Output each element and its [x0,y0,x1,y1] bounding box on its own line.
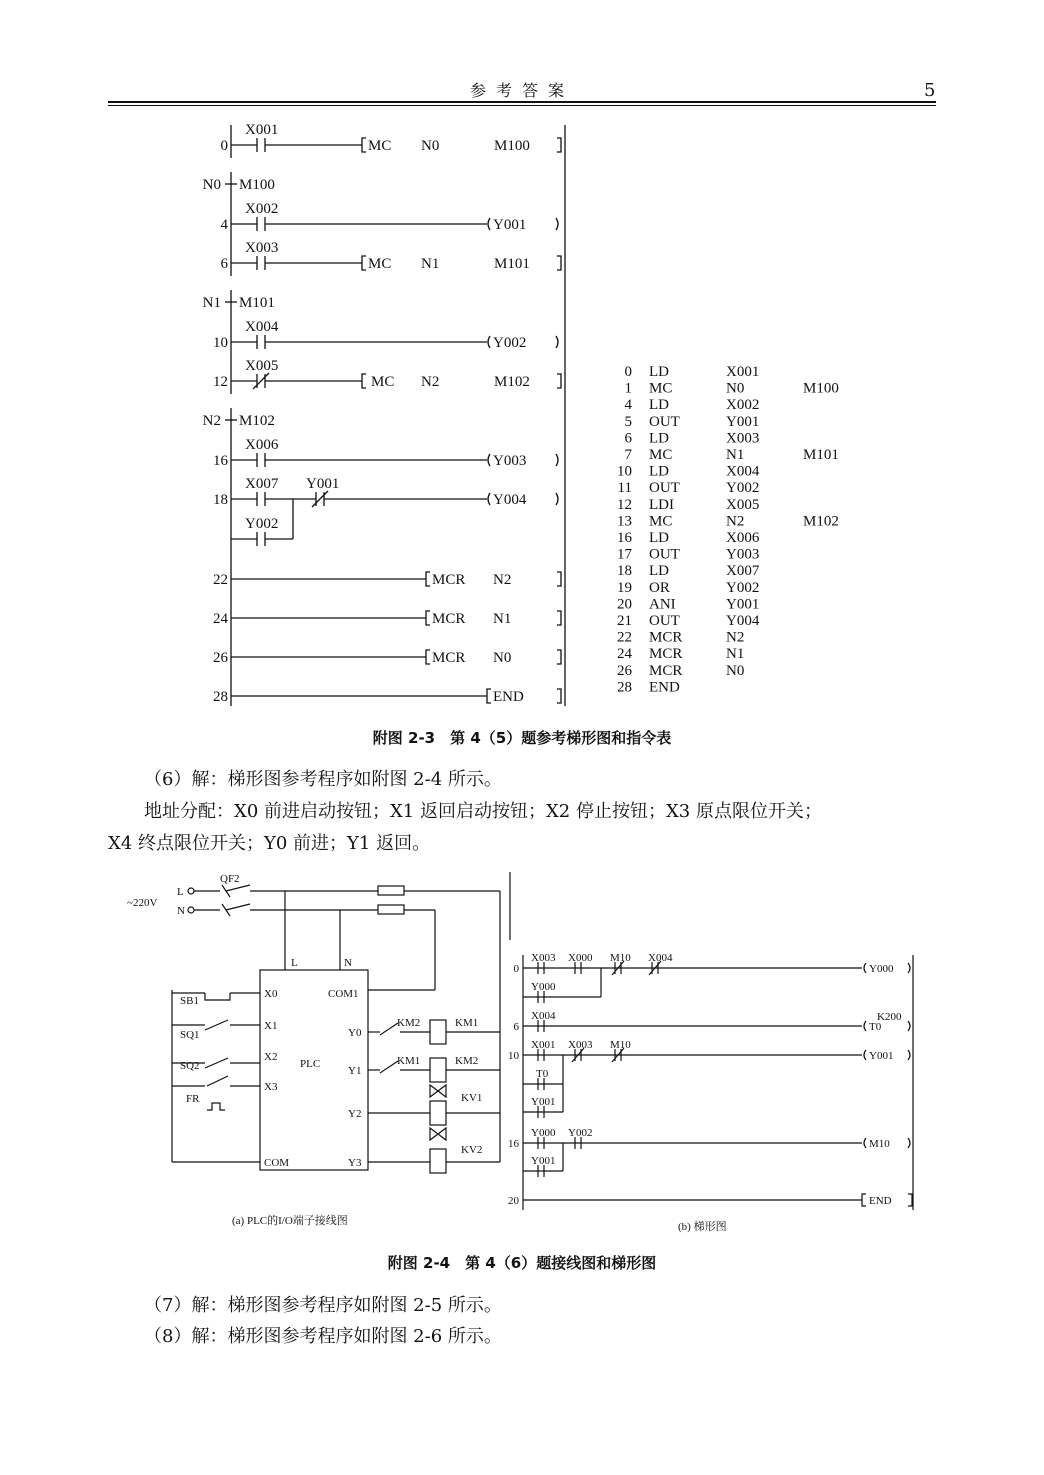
contact-label: X005 [245,358,279,374]
instruction-cell: 21 [617,613,632,629]
instruction-cell: 5 [624,413,632,430]
rung-num: 12 [213,374,228,390]
instruction-cell: 16 [617,530,632,546]
instr: MC [368,256,392,272]
line-label: N [177,905,185,917]
contact-label: Y001 [306,476,340,492]
contact-label: X002 [245,201,279,217]
coil-label: Y004 [493,492,527,508]
instruction-cell: N0 [726,662,745,679]
rung-num: 6 [220,256,228,272]
instruction-cell: M100 [803,380,839,397]
instruction-cell: M102 [803,513,839,530]
instr-op: M101 [494,256,530,272]
instruction-cell: Y001 [726,596,760,613]
instruction-cell: MCR [649,629,683,646]
instruction-cell: 1 [624,380,632,397]
instruction-cell: 26 [617,662,632,679]
rung-num: 4 [220,217,228,233]
instr: MCR [432,611,466,627]
instr: MCR [432,650,466,666]
ladder-num: 16 [508,1138,519,1150]
plc-n: N [344,957,352,969]
rung-num: 18 [213,492,228,508]
load-label: KV1 [461,1092,483,1104]
page-header-title: 参考答案 [469,81,574,100]
rung-num: 16 [213,453,228,469]
instruction-cell: Y001 [726,413,760,430]
instruction-cell: MCR [649,662,683,679]
contact-label: X004 [648,952,673,964]
contact-label: X003 [568,1039,593,1051]
contact-label: X004 [245,319,279,335]
coil-label: Y002 [493,335,527,351]
supply-label: ~220V [127,897,158,909]
instruction-cell: N2 [726,513,745,530]
contact-label: T0 [536,1068,549,1080]
instr-op: M102 [494,374,530,390]
instruction-cell: LD [649,364,669,380]
instr-op: N1 [421,256,440,272]
instruction-cell: MC [649,380,673,397]
instruction-cell: END [649,679,680,696]
instruction-cell: 18 [617,563,632,580]
instruction-cell: Y002 [726,480,760,497]
instruction-cell: X001 [726,364,760,380]
instruction-cell: LDI [649,496,674,513]
instruction-cell: X002 [726,397,760,414]
figure-2-4-caption: 附图 2-4 第 4（6）题接线图和梯形图 [387,1254,657,1272]
instruction-cell: N1 [726,447,745,463]
plc-label: PLC [300,1058,321,1070]
instruction-cell: 13 [617,513,632,530]
instruction-cell: X006 [726,530,760,546]
contact-label: X001 [245,122,279,138]
figure-2-3-ladder [0,0,1044,720]
instruction-cell: 19 [617,579,632,596]
instruction-cell: 4 [624,397,632,414]
instr: MCR [432,572,466,588]
instruction-cell: 0 [624,364,632,380]
instruction-cell: MC [649,447,673,463]
paragraph-6: （6）解：梯形图参考程序如附图 2-4 所示。 [144,769,502,790]
coil-label: M10 [869,1138,890,1150]
load-label: KV2 [461,1144,483,1156]
coil-label: Y001 [493,217,527,233]
mc-label: N2 [202,413,221,429]
load-label: KM2 [455,1055,479,1067]
instruction-cell: MCR [649,646,683,663]
contact-label: X001 [531,1039,556,1051]
contact-label: X000 [568,952,593,964]
instr: MC [371,374,395,390]
instruction-cell: 6 [624,430,632,447]
instr-op: N1 [493,611,512,627]
instruction-cell: X005 [726,496,760,513]
coil-label: Y001 [869,1050,894,1062]
contact-label: X003 [245,240,279,256]
device-label: SQ1 [180,1029,200,1041]
instruction-cell: LD [649,397,669,414]
instr-op: M100 [494,138,530,154]
instruction-cell: N0 [726,380,745,397]
rung-num: 0 [220,138,228,154]
instruction-cell: N2 [726,629,745,646]
contact-label: Y000 [531,981,556,993]
instruction-cell: Y004 [726,613,760,629]
plc-output: Y2 [348,1108,362,1120]
instruction-cell: X004 [726,463,760,480]
interlock-label: KM2 [397,1017,421,1029]
plc-input: X1 [264,1020,278,1032]
load-label: KM1 [455,1017,479,1029]
instruction-cell: M101 [803,447,839,463]
instruction-cell: ANI [649,596,676,613]
paragraph-6-allocation-cont: X4 终点限位开关；Y0 前进；Y1 返回。 [108,833,431,854]
ladder-num: 0 [513,963,519,975]
rung-num: 26 [213,650,228,666]
contact-label: M10 [610,952,631,964]
ladder-num: 10 [508,1050,519,1062]
contact-label: X003 [531,952,556,964]
contact-label: M10 [610,1039,631,1051]
plc-input: X0 [264,988,278,1000]
instruction-cell: 28 [617,679,632,696]
instruction-cell: X003 [726,430,760,447]
instruction-cell: 22 [617,629,632,646]
rung-num: 24 [213,611,228,627]
instruction-cell: LD [649,563,669,580]
coil-label: T0 [869,1021,882,1033]
instruction-cell: OR [649,579,670,596]
plc-l: L [291,957,298,969]
instruction-cell: OUT [649,413,680,430]
device-label: FR [186,1093,200,1105]
paragraph-8: （8）解：梯形图参考程序如附图 2-6 所示。 [144,1326,502,1347]
instruction-cell: 7 [624,447,632,463]
instruction-cell: Y002 [726,579,760,596]
instr-op: N2 [421,374,440,390]
rung-num: 22 [213,572,228,588]
contact-label: Y001 [531,1096,556,1108]
coil-label: Y003 [493,453,527,469]
coil-label: Y000 [869,963,894,975]
instruction-cell: 11 [617,480,632,497]
instruction-cell: 20 [617,596,632,613]
instruction-cell: OUT [649,546,680,563]
plc-com: COM [264,1157,290,1169]
figure-2-4-wiring-and-ladder [0,860,1044,1250]
instruction-cell: 24 [617,646,632,663]
device-label: SB1 [180,995,199,1007]
end-label: END [869,1195,892,1207]
instruction-cell: LD [649,463,669,480]
instr: MC [368,138,392,154]
instruction-cell: OUT [649,613,680,629]
device-label: SQ2 [180,1060,200,1072]
plc-input: X2 [264,1051,278,1063]
mc-label: N1 [202,295,221,311]
instruction-cell: MC [649,513,673,530]
paragraph-6-allocation: 地址分配：X0 前进启动按钮；X1 返回启动按钮；X2 停止按钮；X3 原点限位开关； [144,801,822,822]
instruction-cell: 10 [617,463,632,480]
paragraph-7: （7）解：梯形图参考程序如附图 2-5 所示。 [144,1295,502,1316]
instruction-cell: LD [649,430,669,447]
mc-bus: M101 [239,295,275,311]
instruction-cell: LD [649,530,669,546]
rung-num: 10 [213,335,228,351]
instruction-cell: 12 [617,496,632,513]
ladder-num: 20 [508,1195,519,1207]
instruction-cell: Y003 [726,546,760,563]
plc-output: Y3 [348,1157,362,1169]
instruction-cell: OUT [649,480,680,497]
ladder-num: 6 [513,1021,519,1033]
instruction-cell: N1 [726,646,745,663]
interlock-label: KM1 [397,1055,421,1067]
breaker-label: QF2 [220,873,240,885]
mc-label: N0 [202,177,221,193]
plc-com1: COM1 [328,988,359,1000]
timer-k: K200 [877,1011,902,1023]
rung-num: 28 [213,689,228,705]
mc-bus: M100 [239,177,275,193]
plc-output: Y1 [348,1065,362,1077]
contact-label: Y002 [568,1127,593,1139]
plc-output: Y0 [348,1027,362,1039]
contact-label: Y000 [531,1127,556,1139]
instr-op: N2 [493,572,512,588]
page-number: 5 [924,80,936,101]
contact-label: X006 [245,437,279,453]
plc-input: X3 [264,1081,278,1093]
figure-2-3-caption: 附图 2-3 第 4（5）题参考梯形图和指令表 [372,729,672,747]
mc-bus: M102 [239,413,275,429]
contact-label: X004 [531,1010,556,1022]
line-label: L [177,886,184,898]
instruction-cell: X007 [726,563,760,580]
wiring-caption: (a) PLC的I/O端子接线图 [232,1215,348,1227]
instr-op: N0 [421,138,440,154]
instruction-cell: 17 [617,546,632,563]
instr: END [493,689,524,705]
contact-label: X007 [245,476,279,492]
ladder-caption: (b) 梯形图 [678,1221,727,1233]
instr-op: N0 [493,650,512,666]
contact-label: Y002 [245,516,279,532]
contact-label: Y001 [531,1155,556,1167]
